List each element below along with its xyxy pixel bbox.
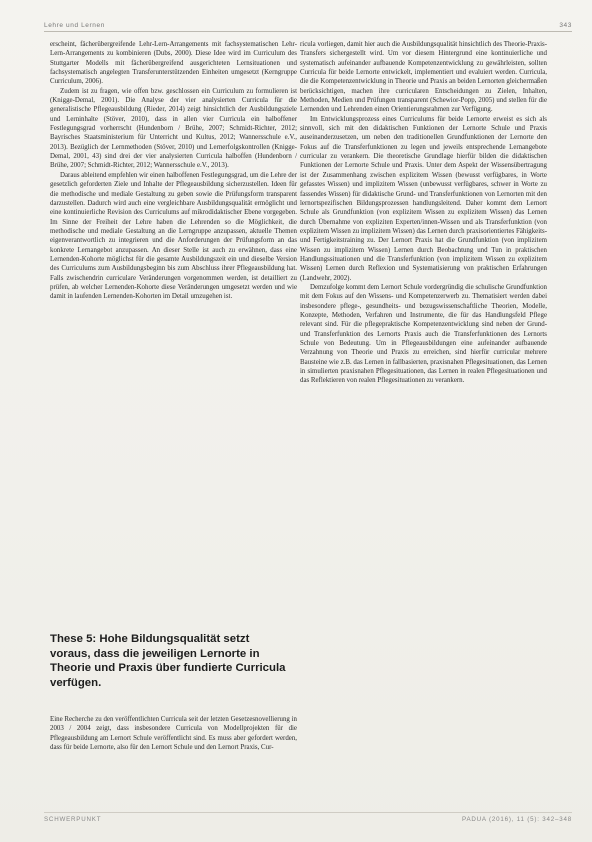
- paragraph: Demzufolge kommt dem Lernort Schule vordergründig die schulische Grundfunktion mit dem Fokus auf den Wissens- und Kompetenzerwerb zu. Thematisiert werden dabei insbesondere pflege-, gesundheits- und bezugswissenschaftliche Theorien, Modelle, Konzepte, Methoden, Verfahren und Instrumente, die für das Handlungsfeld Pflege relevant sind. Für die pflegepraktische Kompetenzentwicklung sind neben der Grund- und Transferfunktion des Lernorts Praxis auch die Transferfunktionen des Lernorts Schule von Bedeutung. Um in Pflegeausbildungen eine aufeinander aufbauende Verzahnung von Theorie und Praxis zu erreichen, sind hierfür curricular mehrere Bausteine wie z.B. das Lernen in fallbasierten, praxisnahen Pflegesituationen, das Lernen in simulierten praxisnahen Pflegesituationen, das Lernen in realen Pflegesituationen und das Reflektieren von realen Pflegesituationen zu verankern.: [300, 283, 547, 385]
- paragraph: Zudem ist zu fragen, wie offen bzw. geschlossen ein Curriculum zu formulieren ist (Knigge-Demal, 2001). Die Analyse der vier analysierten Curricula für die generalistische Pflegeausbildung (Rieder, 2014) zeigt hinsichtlich der Ausbildungsziele und Lerninhalte (Stöver, 2010), dass in allen vier Curricula ein halboffener Festlegungsgrad vorherrscht (Hundenborn / Brühe, 2007; Schmidt-Richter, 2012; Bayrisches Staatsministerium für Unterricht und Kultus, 2012; Wannersschule e.V., 2013). Bezüglich der Lernmethoden (Stöver, 2010) und Lernerfolgskontrollen (Knigge-Demal, 2001, 43) sind drei der vier analysierten Curricula halboffen (Hundenborn / Brühe, 2007; Schmidt-Richter, 2012; Wannersschule e.V., 2013).: [50, 87, 297, 170]
- paragraph: ricula vorliegen, damit hier auch die Ausbildungsqualität hinsichtlich des Theorie-Praxis-Transfers sichergestellt wird. Um vor diesem Hintergrund eine kontinuierliche und systematisch aufeinander aufbauende Kompetenzentwicklung zu gewährleisten, sollten Curricula für beide Lernorte entwickelt, implementiert und evaluiert werden. Curricula, die die Kompetenzentwicklung in Theorie und Praxis an beiden Lernorten gleichermaßen berücksichtigen, machen ihre curricularen Entscheidungen zu Zielen, Inhalten, Methoden, Medien und Prüfungen transparent (Schewior-Popp, 2005) und stellen für die Lernenden und Lehrenden einen Orientierungsrahmen zur Verfügung.: [300, 41, 547, 114]
- paragraph: erscheint, fächerübergreifende Lehr-Lern-Arrangements mit fachsystematischen Lehr-Lern-Arrangements zu kombinieren (Dubs, 2000). Diese Idee wird im Curriculum des Stuttgarter Modells mit fächerübergreifend ausgerichteten Lernsituationen und fachsystematisch angelegten Transferunterstützenden Einheiten umgesetzt (Kerngruppe Curriculum, 2006).: [50, 41, 297, 86]
- footer-citation: PADUA (2016), 11 (5): 342–348: [462, 816, 572, 823]
- footer-label: SCHWERPUNKT: [44, 816, 102, 823]
- section-heading: These 5: Hohe Bildungsqualität setzt voraus, dass die jeweiligen Lernorte in Theorie und Praxis über fundierte Curricula verfügen.: [50, 633, 286, 689]
- right-column: [300, 40, 547, 386]
- running-header: [44, 22, 572, 34]
- paragraph: Eine Recherche zu den veröffentlichten Curricula seit der letzten Gesetzesnovellierung in 2003 / 2004 zeigt, dass insbesondere Curricula von Modellprojekten für die Pflegeausbildung am Lernort Schule veröffentlicht sind. Es muss aber gefordert werden, dass für beide Lernorte, also für den Lernort Schule und den Lernort Praxis, Cur-: [50, 716, 297, 752]
- left-column-bottom: [50, 715, 297, 752]
- header-page-number: 343: [559, 22, 572, 29]
- paragraph: Im Entwicklungsprozess eines Curriculums für beide Lernorte erweist es sich als sinnvoll, sich mit den didaktischen Funktionen der Lernorte Schule und Praxis auseinanderzusetzen, um neben den traditionellen Grundfunktionen der Lernorte den Fokus auf die Transferfunktionen zu legen und jeweils entsprechende Lernangebote curricular zu verankern. Die theoretische Grundlage hierfür bilden die didaktischen Funktionen der Lernorte Schule und Praxis. Unter dem Aspekt der Wissensübertragung ist der Zusammenhang zwischen explizitem Wissen (bewusst verfügbares, in Worte gefasstes Wissen) und implizitem Wissen (unbewusst verfügbares, schwer in Worte zu fassendes Wissen) für didaktische Grund- und Transferfunktionen von Lernorten mit den lernortspezifischen Bildungsprozessen handlungsleitend. Daher kommt dem Lernort Schule als Grundfunktion (von explizitem Wissen zu explizitem Wissen) das Lernen durch Übernahme von expliziten Experten/innen-Wissen und als Transferfunktion (von explizitem Wissen zu implizitem Wissen) das Lernen durch praxisorientiertes Fähigkeits- und Fertigkeitstraining zu. Der Lernort Praxis hat die Grundfunktion (von implizitem Wissen zu implizitem Wissen) Lernen durch Beobachtung und Tun in praktischen Handlungssituationen und die Transferfunktion (von implizitem Wissen zu explizitem Wissen) Lernen durch Reflexion und Systematisierung von praktischen Erfahrungen (Landwehr, 2002).: [300, 115, 547, 282]
- left-column: [50, 40, 297, 302]
- header-section-title: Lehre und Lernen: [44, 22, 105, 29]
- paragraph: Daraus ableitend empfehlen wir einen halboffenen Festlegungsgrad, um die Lehre der gesetzlich geforderten Ziele und Inhalte der Pflegeausbildung sicherzustellen. Ideen für die methodische und mediale Gestaltung zu geben sowie die Prüfungsform transparent darzustellen. Dadurch wird auch eine vergleichbare Ausbildungsqualität ermöglicht und eine kontinuierliche Revision des Curriculums auf mikrodidaktischer Ebene vorgegeben. Im Sinne der Freiheit der Lehre haben die Lehrenden so die Möglichkeit, die methodische und mediale Gestaltung an die Lerngruppe anzupassen, aktuelle Themen eigenverantwortlich zu integrieren und die Anforderungen der Prüfungsform an das konkrete Lernangebot anzupassen. An dieser Stelle ist auch zu erwähnen, dass eine Lernenden-Kohorte möglichst für die gesamte Ausbildungszeit ein und dieselbe Version des Curriculums zum Ausbildungsbeginn bis zum Abschluss ihrer Pflegeausbildung hat. Falls zwischendrin curriculare Veränderungen vorgenommen werden, ist detailliert zu prüfen, ab welcher Lernenden-Kohorte diese Veränderungen umgesetzt werden und wie damit in laufenden Lernenden-Kohorten im Detail umzugehen ist.: [50, 171, 297, 301]
- footer-rule: [44, 812, 572, 813]
- header-rule: [44, 31, 572, 32]
- running-footer: [44, 816, 572, 826]
